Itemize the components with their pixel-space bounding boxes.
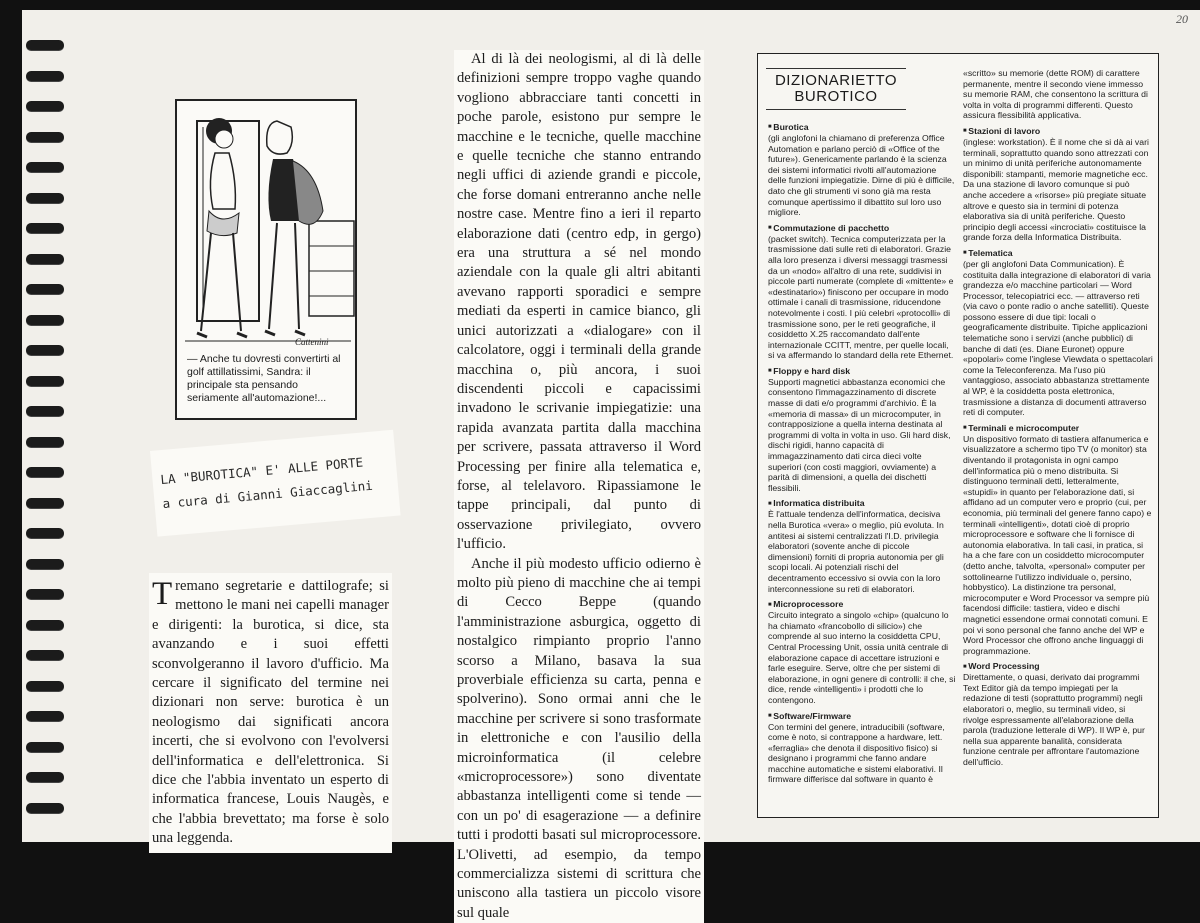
dictionary-title-line-1: DIZIONARIETTO [774, 72, 898, 89]
article-column [454, 50, 704, 923]
spiral-ring [26, 589, 64, 599]
spiral-ring [26, 40, 64, 50]
spiral-ring [26, 559, 64, 569]
dictionary-entry [768, 599, 956, 705]
article-title: LA "BUROTICA" E' ALLE PORTE [159, 454, 364, 488]
dictionary-term: ■ Commutazione di pacchetto [768, 223, 956, 234]
spiral-ring [26, 620, 64, 630]
spiral-binding [22, 40, 68, 840]
dictionary-left-column [768, 122, 956, 790]
spiral-ring [26, 71, 64, 81]
spiral-ring [26, 498, 64, 508]
article-paragraph-1: Al di là dei neologismi, al di là delle definizioni sempre troppo vaghe quando vogliono abbracciare tanti concetti in poche parole, esistono pur sempre le macchine e le tecniche, quelle macchine e quelle tecniche che stanno entrando negli uffici di aziende grandi e piccole, che forse domani entreranno anche nelle nostre case. Mentre fino a ieri il reparto elaborazione dati (centro edp, in gergo) era una struttura a sé nel mondo aziendale con la quale gli altri abitanti avevano rapporti sporadici e sempre mediati da esperti in camice bianco, gli unici autorizzati a «dialogare» con il calcolatore, oggi i terminali della grande macchina o, più ancora, i suoi discendenti piccoli e capacissimi invadono le scrivanie impiegatizie: una rapida avanzata partita dalla macchina per scrivere, passata attraverso il Word Processing per finire alla telematica e, forse, al telelavoro. Ripassiamone le tappe principali, dal punto di osservazione privilegiato, ovvero l'ufficio. [457, 51, 701, 553]
scanned-page [22, 10, 1200, 921]
dictionary-term: ■ Stazioni di lavoro [963, 126, 1153, 137]
dictionary-term: ■ Telematica [963, 248, 1153, 259]
spiral-ring [26, 803, 64, 813]
spiral-ring [26, 376, 64, 386]
spiral-ring [26, 406, 64, 416]
spiral-ring [26, 711, 64, 721]
dictionary-definition: (per gli anglofoni Data Communication). È costituita dalla integrazione di elaboratori di varia grandezza e/o macchine particolari — Word Processor, telecopiatrici ecc. — attraverso reti (via cavo o ponte radio o anche satelliti). Queste possono essere di due tipi: locali o geograficamente distribuite. Tipiche applicazioni telematiche sono i servizi (anche pubblici) di banche di dati (es. Diane Euronet) oppure «popolari» come l'inglese Viewdata o spettacolari come la Teleconferenza. Ma l'uso più vantaggioso, associato abbastanza strettamente al WP, è la cosiddetta posta elettronica, trasmissione a distanza di documenti attraverso reti di computer. [963, 258, 1153, 418]
article-paragraph-2: Anche il più modesto ufficio odierno è molto più pieno di macchine che ai tempi di Cecco Beppe (quando l'amministrazione asburgica, oggetto di nostalgico rimpianto proprio l'anno scorso a Milano, basava la sua proverbiale efficienza su carta, penna e spolverino). Sono ormai anni che le macchine per scrivere si sono trasformate in elettroniche e con l'ausilio della microinformatica (il celebre «microprocessore») sono diventate abbastanza intelligenti come si tende — con un po' di esagerazione — a definire tutti i prodotti basati sul microprocessore. L'Olivetti, ad esempio, da tempo commercializza sistemi di scrittura che uniscono alla tastiera un piccolo visore sul quale [457, 555, 701, 921]
dictionary-entry [768, 498, 956, 594]
spiral-ring [26, 254, 64, 264]
dictionary-entry [768, 711, 956, 786]
dictionary-definition: «scritto» su memorie (dette ROM) di carattere permanente, mentre il secondo viene immesso su memorie RAM, che consentono la scrittura di volta in volta di programmi differenti. Questo assicura flessibilità applicativa. [963, 68, 1148, 121]
dictionary-entry [963, 126, 1153, 243]
spiral-ring [26, 132, 64, 142]
spiral-ring [26, 345, 64, 355]
dictionary-term: ■ Software/Firmware [768, 711, 956, 722]
dictionary-title [766, 68, 906, 110]
cartoon-signature: Cattenini [295, 337, 329, 347]
dictionary-right-column [963, 68, 1153, 773]
spiral-ring [26, 772, 64, 782]
dictionary-definition: (packet switch). Tecnica computerizzata per la trasmissione dati sulle reti di elaboratori. Grazie alla loro presenza i diversi messaggi trasmessi da un «nodo» all'altro di una rete, suddivisi in piccole parti numerate (complete di «mittente» e «destinatario») finiscono per occupare in modo ottimale i canali di trasmissione, riducendone notevolmente i costi. I più celebri «protocolli» di trasmissione sono, per le reti geografiche, il cosiddetto X.25 raccomandato dall'ente internazionale CCITT, mentre, per quelle locali, si va affermando lo standard della rete Ethernet. [768, 233, 954, 361]
spiral-ring [26, 162, 64, 172]
spiral-ring [26, 315, 64, 325]
dictionary-box [757, 53, 1159, 818]
dictionary-term: ■ Burotica [768, 122, 956, 133]
dictionary-entry [768, 122, 956, 218]
page-number: 20 [1176, 12, 1188, 26]
dictionary-term: ■ Word Processing [963, 661, 1153, 672]
dictionary-entry [963, 661, 1153, 767]
dictionary-entry [963, 68, 1153, 121]
drop-cap: T [152, 576, 173, 612]
dictionary-definition: (inglese: workstation). È il nome che si dà ai vari terminali, soprattutto quando sono attrezzati con un minimo di unità periferiche autonomamente disponibili: stampanti, memorie magnetiche ecc. Da una stazione di lavoro comunque si può anche accedere a «risorse» più pregiate situate altrove e questo sia in termini di potenza elaborativa sia di unità periferiche. Questo principio degli accessi «incrociati» costituisce la grande forza della Informatica Distribuita. [963, 136, 1149, 243]
dictionary-definition: (gli anglofoni la chiamano di preferenza Office Automation e parlano perciò di «Office of the future»). Genericamente parlando è la scienza dei sistemi informatici rivolti all'automazione delle funzioni impiegatizie. Dirne di più è difficile, dato che gli strumenti vi sono già ma resta comunque apertissimo il dibattito sul loro uso migliore. [768, 133, 955, 218]
intro-text: remano segretarie e dattilografe; si mettono le mani nei capelli manager e dirigenti: la burotica, si dice, sta avanzando e i suoi effetti sconvolgeranno il lavoro d'ufficio. Ma cercare il significato del termine nei dizionari non serve: burotica è un neologismo dai significati ancora incerti, che si evolvono con l'evolversi dell'informatica e dell'elettronica. Si dice che l'abbia inventato un esperto di informatica francese, Louis Naugès, e che l'abbia brevettato; ma forse è solo una leggenda. [152, 578, 389, 847]
dictionary-entry [963, 248, 1153, 418]
dictionary-entry [963, 423, 1153, 656]
article-byline: a cura di Gianni Giaccaglini [161, 477, 374, 512]
dictionary-definition: Direttamente, o quasi, derivato dai programmi Text Editor già da tempo impiegati per la redazione di testi (soprattutto programmi) negli elaboratori o, meglio, su terminali video, si rivolge espressamente all'elaborazione della parola (traduzione letterale di WP). Il WP è, pur nella sua apparente banalità, considerata funzione centrale per affrontare l'automazione dell'ufficio. [963, 672, 1145, 768]
dictionary-definition: Circuito integrato a singolo «chip» (qualcuno lo ha chiamato «francobollo di silicio») che comprende al suo interno la cosiddetta CPU, Central Processing Unit, ossia unità centrale di elaborazione capace di accettare istruzioni e farle eseguire. Serve, oltre che per sistemi di elaborazione, in ogni genere di controlli: il che, si dice, rende «intelligenti» i prodotti che lo contengono. [768, 610, 956, 705]
dictionary-definition: Supporti magnetici abbastanza economici che consentono l'immagazzinamento di discrete masse di dati e/o programmi d'archivio. È la «memoria di massa» di un microcomputer, in contrapposizione a quella interna destinata al programmi di volta in volta in uso. Gli hard disk, dischi rigidi, hanno capacità di immagazzinamento dati circa dieci volte superiori (con costi maggiori, ovviamente) a parità di dimensioni, a quella dei dischetti flessibili. [768, 376, 951, 493]
spiral-ring [26, 223, 64, 233]
cartoon-panel [175, 99, 357, 420]
spiral-ring [26, 101, 64, 111]
dictionary-term: ■ Floppy e hard disk [768, 366, 956, 377]
spiral-ring [26, 742, 64, 752]
dictionary-term: ■ Informatica distribuita [768, 498, 956, 509]
dictionary-entry [768, 366, 956, 494]
spiral-ring [26, 193, 64, 203]
dictionary-definition: Con termini del genere, intraducibili (software, come è noto, si contrappone a hardware, lett. «ferraglia» che denota il dispositivo fisico) si designano i programmi che fanno andare macchine automatiche e sistemi elaborativi. Il firmware differisce dal software in quanto è [768, 721, 945, 785]
cartoon-caption: — Anche tu dovresti convertirti al golf attillatissimi, Sandra: il principale sta pensando seriamente all'automazione!... [187, 353, 341, 404]
dictionary-definition: È l'attuale tendenza dell'informatica, decisiva nella Burotica «vera» o meglio, più evoluta. In antitesi ai sistemi centralizzati l'I.D. privilegia elaboratori (sovente anche di piccole dimensioni) forniti di propria autonomia per gli scopi locali. Ai potenziali rischi del decentramento eccessivo si ovvia con la loro interconnessione su reti di elaboratori. [768, 509, 944, 594]
intro-column [149, 573, 392, 853]
spiral-ring [26, 437, 64, 447]
dictionary-term: ■ Microprocessore [768, 599, 956, 610]
dictionary-entry [768, 223, 956, 361]
spiral-ring [26, 650, 64, 660]
spiral-ring [26, 681, 64, 691]
dictionary-title-line-2: BUROTICO [794, 88, 878, 105]
article-header [150, 430, 401, 537]
dictionary-term: ■ Terminali e microcomputer [963, 423, 1153, 434]
spiral-ring [26, 467, 64, 477]
dictionary-definition: Un dispositivo formato di tastiera alfanumerica e visualizzatore a schermo tipo TV (o monitor) sta diventando il protagonista in ogni campo dell'informatica più o meno distribuita. Si distinguono terminali detti, letteralmente, «stupidi» in quanto per l'elaborazione dati, si affidano ad un computer vero e proprio (cui, per economia, più terminali del genere fanno capo) e terminali «intelligenti», dotati cioè di proprio microprocessore e software che li fornisce di autonomia elaborativa. In tali casi, in pratica, si ha a che fare con un cosiddetto microcomputer (detto anche, talvolta, «personal» computer per sottolinearne l'utilizzo individuale o, persino, hobbystico). La distinzione tra personal, microcomputer e Word Processor va sempre più facendosi difficile: tastiera, video e dischi magnetici essendone ormai connotati comuni. E poi vi sono personal che fanno anche del WP e Word Processor che offrono anche linguaggi di programmazione. [963, 433, 1152, 656]
spiral-ring [26, 528, 64, 538]
spiral-ring [26, 284, 64, 294]
